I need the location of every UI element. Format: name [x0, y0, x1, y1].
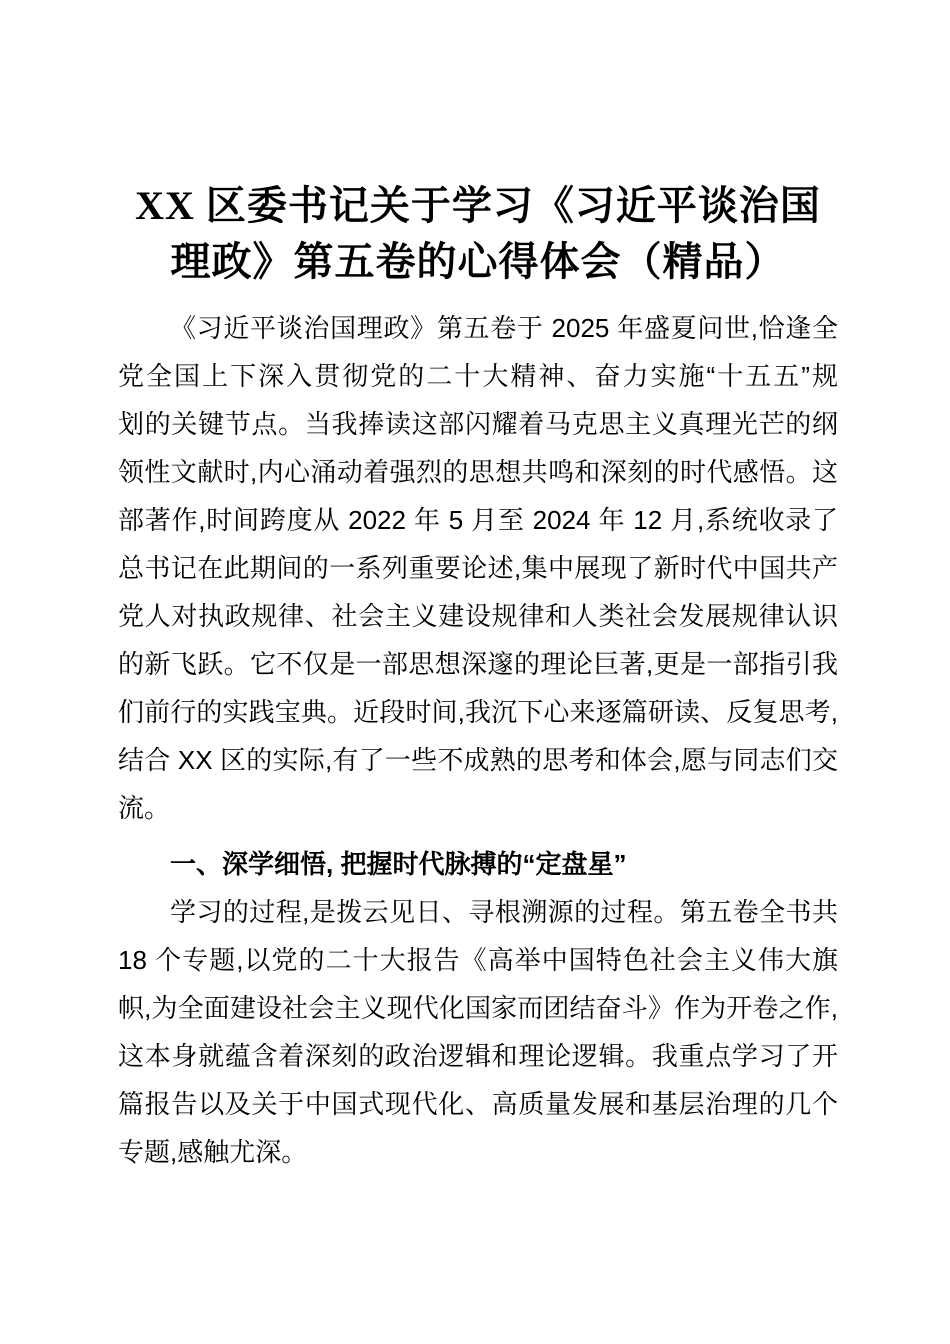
text-line: 帜,为全面建设社会主义现代化国家而团结奋斗》作为开卷之作,: [118, 993, 838, 1023]
document-title-line-2: 理政》第五卷的心得体会（精品）: [170, 239, 786, 284]
section-1-heading: 一、深学细悟, 把握时代脉搏的“定盘星”: [170, 849, 627, 879]
text-line: 专题,感触尤深。: [118, 1137, 308, 1167]
text-line: 领性文献时,内心涌动着强烈的思想共鸣和深刻的时代感悟。这: [118, 457, 838, 487]
text-line: 篇报告以及关于中国式现代化、高质量发展和基层治理的几个: [118, 1089, 838, 1119]
paragraph-1: [118, 304, 838, 832]
text-line: 党全国上下深入贯彻党的二十大精神、奋力实施“十五五”规: [118, 361, 838, 391]
text-line: 总书记在此期间的一系列重要论述,集中展现了新时代中国共产: [118, 553, 838, 583]
text-line: 的新飞跃。它不仅是一部思想深邃的理论巨著,更是一部指引我: [118, 649, 838, 679]
text-line: 学习的过程,是拨云见日、寻根溯源的过程。第五卷全书共: [170, 897, 838, 927]
text-line: 结合 XX 区的实际,有了一些不成熟的思考和体会,愿与同志们交: [118, 745, 838, 775]
text-line: 流。: [118, 793, 171, 823]
text-line: 《习近平谈治国理政》第五卷于 2025 年盛夏问世,恰逢全: [170, 313, 838, 343]
paragraph-2: [118, 888, 838, 1176]
text-line: 党人对执政规律、社会主义建设规律和人类社会发展规律认识: [118, 601, 838, 631]
document-title: [118, 178, 838, 290]
text-line: 这本身就蕴含着深刻的政治逻辑和理论逻辑。我重点学习了开: [118, 1041, 838, 1071]
document-title-line-1: XX 区委书记关于学习《习近平谈治国: [135, 183, 821, 228]
text-line: 18 个专题,以党的二十大报告《高举中国特色社会主义伟大旗: [118, 945, 838, 975]
text-line: 们前行的实践宝典。近段时间,我沉下心来逐篇研读、反复思考,: [118, 697, 838, 727]
text-line: 部著作,时间跨度从 2022 年 5 月至 2024 年 12 月,系统收录了: [118, 505, 838, 535]
text-line: 划的关键节点。当我捧读这部闪耀着马克思主义真理光芒的纲: [118, 409, 838, 439]
